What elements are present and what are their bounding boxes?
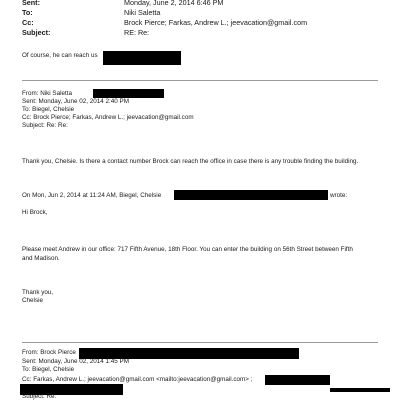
reply-text: Of course, he can reach us	[22, 52, 98, 59]
msg3-signature: Chelsie	[22, 297, 43, 304]
divider	[22, 342, 378, 343]
sent-label: Sent:	[22, 0, 40, 7]
divider	[22, 80, 378, 81]
msg3-body-line2: and Madison.	[22, 255, 60, 262]
msg2-to: To: Biegel, Chelsie	[22, 106, 75, 113]
msg2-subject: Subject: Re: Re:	[22, 122, 68, 129]
msg3-intro: On Mon, Jun 2, 2014 at 11:24 AM, Biegel, Chelsie	[22, 192, 162, 199]
redaction-block	[330, 388, 390, 392]
redaction-block	[265, 375, 330, 385]
msg4-sent: Sent: Monday, June 02, 2014 1:45 PM	[22, 358, 130, 365]
subject-label: Subject:	[22, 28, 51, 37]
msg2-body: Thank you, Chelsie. Is there a contact number Brock can reach the office in case there is any trouble finding the building.	[22, 158, 359, 165]
msg4-cc: Cc: Farkas, Andrew L.; jeevacation@gmail.com <mailto:jeevacation@gmail.com> ;	[22, 376, 253, 383]
msg3-greeting: Hi Brock,	[22, 209, 48, 216]
redaction-block	[174, 190, 328, 200]
redaction-block	[93, 89, 164, 98]
msg2-from: From: Niki Saletta	[22, 90, 73, 97]
msg3-signoff: Thank you,	[22, 289, 54, 296]
msg3-body-line1: Please meet Andrew in our office: 717 Fifth Avenue, 18th Floor. You can enter the building on 56th Street between Fifth	[22, 246, 353, 253]
msg2-cc: Cc: Brock Pierce; Farkas, Andrew L.; jeevacation@gmail.com	[22, 114, 194, 121]
msg4-subject: Subject: Re:	[22, 393, 57, 400]
msg3-wrote: wrote:	[330, 192, 348, 199]
msg2-sent: Sent: Monday, June 02, 2014 2:40 PM	[22, 98, 130, 105]
redaction-block	[103, 51, 181, 65]
cc-value: Brock Pierce; Farkas, Andrew L.; jeevacation@gmail.com	[124, 18, 308, 27]
msg4-to: To: Biegel, Chelsie	[22, 366, 75, 373]
to-value: Niki Saletta	[124, 8, 161, 17]
to-label: To:	[22, 8, 33, 17]
subject-value: RE: Re:	[124, 28, 150, 37]
sent-value: Monday, June 2, 2014 6:46 PM	[124, 0, 224, 7]
cc-label: Cc:	[22, 18, 34, 27]
msg4-from: From: Brock Pierce	[22, 349, 76, 356]
